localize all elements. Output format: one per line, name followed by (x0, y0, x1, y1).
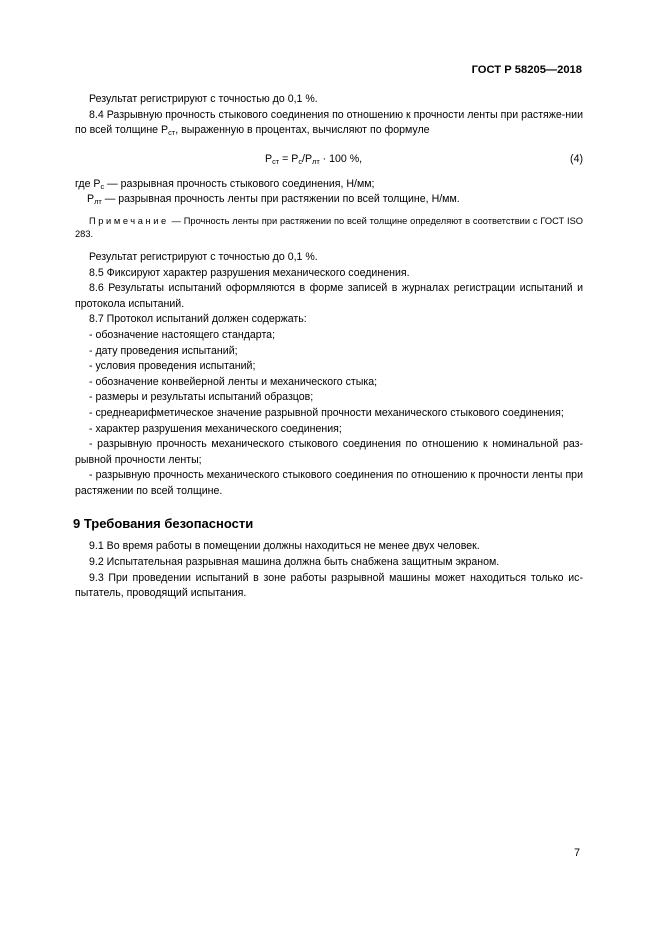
clause-9-2: 9.2 Испытательная разрывная машина должна быть снабжена защитным экраном. (89, 556, 500, 569)
clause-8-7: 8.7 Протокол испытаний должен содержать: (89, 313, 307, 326)
doc-code-header: ГОСТ Р 58205—2018 (471, 64, 582, 76)
list-item: - характер разрушения механического соединения; (89, 422, 342, 435)
clause-8-4-lead: 8.4 Разрывную прочность стыкового соединения по отношению к прочности ленты при растяже-нии по всей толщине P (75, 108, 583, 137)
note (75, 215, 583, 242)
clause-9-3: 9.3 При проведении испытаний в зоне работы разрывной машины может находиться только ис-пытатель, проводящий испытания. (75, 571, 583, 600)
list-item: - обозначение настоящего стандарта; (89, 328, 276, 341)
subscript: лт (94, 197, 102, 207)
where-line-1 (75, 177, 583, 193)
subscript: с (298, 156, 303, 166)
formula-number: (4) (570, 152, 583, 165)
subscript: лт (312, 156, 320, 166)
where-symbol: где P (75, 177, 101, 190)
note-text: — Прочность ленты при растяжении по всей толщине определяют в соответствии с ГОСТ ISO 283. (75, 215, 583, 240)
result-precision-text-2: Результат регистрируют с точностью до 0,1 %. (89, 250, 318, 263)
list-item: - условия проведения испытаний; (89, 360, 256, 373)
formula-4 (75, 152, 583, 168)
formula-part: /P (302, 152, 313, 165)
list-item: - обозначение конвейерной ленты и механического стыка; (89, 375, 378, 388)
where-line-2 (87, 192, 583, 208)
subscript: ст (168, 128, 176, 138)
where-symbol: P (87, 193, 95, 206)
clause-8-5: 8.5 Фиксируют характер разрушения механического соединения. (89, 266, 410, 279)
where-definition: — разрывная прочность стыкового соединения, Н/мм; (104, 177, 375, 190)
formula-part: · 100 %, (319, 152, 363, 165)
formula-part: = P (279, 152, 299, 165)
page-number: 7 (574, 847, 580, 859)
list-item: - размеры и результаты испытаний образцов; (89, 391, 314, 404)
formula-symbol: P (265, 152, 273, 165)
clause-9-1: 9.1 Во время работы в помещении должны находиться не менее двух человек. (89, 540, 480, 553)
list-item: - разрывную прочность механического стыкового соединения по отношению к прочности ленты при растяжении по всей толщине. (75, 469, 583, 497)
where-definition: — разрывная прочность ленты при растяжении по всей толщине, Н/мм. (101, 193, 460, 206)
list-item: - среднеарифметическое значение разрывной прочности механического стыкового соединения; (89, 406, 564, 419)
clause-8-4-rest: , выраженную в процентах, вычисляют по формуле (175, 124, 430, 137)
list-item: - дату проведения испытаний; (89, 344, 238, 357)
clause-8-4 (75, 108, 583, 139)
section-9-title: 9 Требования безопасности (73, 516, 254, 532)
formula-expression (265, 152, 362, 168)
subscript: с (100, 181, 105, 191)
note-label: Примечание (89, 215, 169, 226)
subscript: ст (272, 156, 280, 166)
list-item: - разрывную прочность механического стыкового соединения по отношению к номинальной раз-рывной прочности ленты; (75, 438, 583, 466)
document-body (75, 92, 583, 602)
clause-8-6: 8.6 Результаты испытаний оформляются в форме записей в журналах регистрации испытаний и протокола испытаний. (75, 282, 583, 310)
result-precision-text: Результат регистрируют с точностью до 0,1 %. (89, 93, 318, 105)
